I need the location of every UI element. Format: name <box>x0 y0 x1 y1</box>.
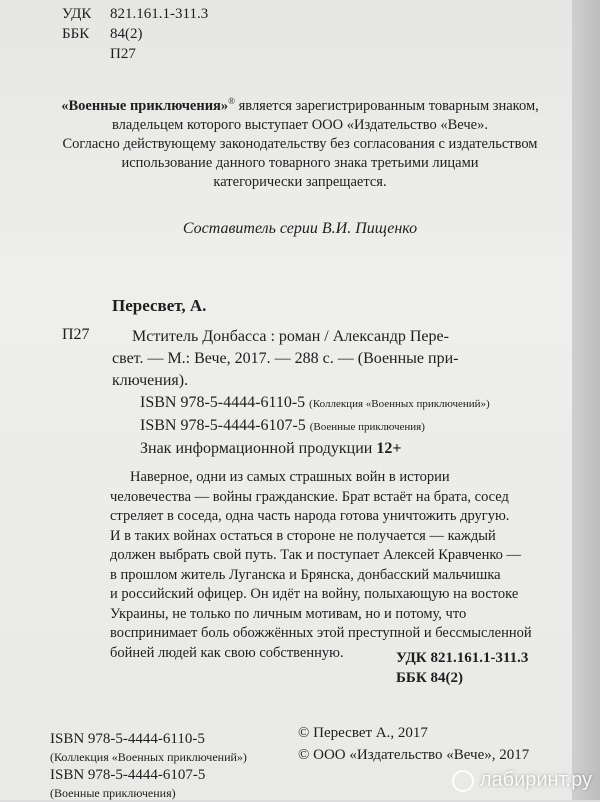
isbn-number: ISBN 978-5-4444-6107-5 <box>140 417 306 434</box>
trademark-line5: категорически запрещается. <box>213 173 387 190</box>
copyright-line: © Пересвет А., 2017 <box>298 725 428 741</box>
entry-description <box>112 326 552 392</box>
isbn-note: (Военные приключения) <box>309 421 425 433</box>
udk-value: 821.161.1-311.3 <box>110 6 209 22</box>
isbn-row <box>140 392 490 415</box>
udk-label: УДК <box>62 6 92 22</box>
entry-line2: свет. — М.: Вече, 2017. — 288 с. — (Военные при- <box>112 350 459 367</box>
trademark-line4: использование данного товарного знака третьими лицами <box>121 154 479 171</box>
bottom-isbn-number: ISBN 978-5-4444-6107-5 <box>50 767 206 783</box>
annotation-line: И в таких войнах остаться в стороне не получается — каждый <box>110 527 496 544</box>
info-sign-text: Знак информационной продукции <box>140 440 377 457</box>
bottom-isbn-number: ISBN 978-5-4444-6110-5 <box>50 731 205 747</box>
watermark <box>452 769 592 792</box>
show-through-decoration: ⠀ <box>230 3 254 36</box>
annotation-line: стреляет в соседа, одна часть народа готова уничтожить другую. <box>110 508 510 524</box>
entry-line1: Мститель Донбасса : роман / Александр Пере- <box>132 328 449 345</box>
bottom-isbn-note: (Военные приключения) <box>50 786 176 800</box>
age-rating: 12+ <box>376 440 402 457</box>
annotation-line: человечества — войны гражданские. Брат встаёт на брата, сосед <box>110 488 509 505</box>
annotation-line: и российский офицер. Он идёт на войну, полыхающую на востоке <box>110 586 519 602</box>
trademark-line1: является зарегистрированным товарным знаком, <box>235 97 539 114</box>
page-edge <box>572 0 600 800</box>
trademark-name: «Военные приключения» <box>61 97 229 114</box>
trademark-line3: Согласно действующему законодательству без согласования с издательством <box>62 135 538 152</box>
registered-mark: ® <box>228 96 235 106</box>
entry-line3: ключения). <box>112 372 189 389</box>
series-editor: Составитель серии В.И. Пищенко <box>182 220 418 237</box>
entry-author: Пересвет, А. <box>112 296 207 315</box>
header-code: П27 <box>110 46 136 62</box>
annotation-line: Наверное, одни из самых страшных войн в истории <box>130 469 450 485</box>
annotation-line: бойней людей как свою собственную. <box>110 644 344 661</box>
entry-code: П27 <box>62 326 90 343</box>
annotation-line: в прошлом житель Луганска и Брянска, донбасский мальчишка <box>110 566 501 583</box>
annotation-line: Украины, не только по личным мотивам, но и потому, что <box>110 605 467 622</box>
trademark-line2: владельцем которого выступает ООО «Издательство «Вече». <box>111 116 488 133</box>
isbn-note: (Коллекция «Военных приключений») <box>309 398 490 410</box>
copyright-block <box>298 722 529 766</box>
isbn-block <box>140 392 490 438</box>
bbk-value: 84(2) <box>110 26 143 42</box>
watermark-brand: лабиринт.ру <box>479 769 592 791</box>
bbk-label: ББК <box>62 26 90 42</box>
bottom-isbn-note: (Коллекция «Военных приключений») <box>50 750 247 764</box>
footer-bbk: ББК 84(2) <box>396 670 463 686</box>
trademark-notice <box>40 92 560 192</box>
footer-codes <box>396 648 528 688</box>
bbk-row <box>62 24 208 44</box>
header-code-row <box>62 44 208 64</box>
header-codes <box>62 4 208 64</box>
info-sign <box>140 440 401 458</box>
annotation <box>110 468 560 663</box>
labyrinth-logo-icon <box>452 770 474 792</box>
udk-row <box>62 4 208 24</box>
footer-udk: УДК 821.161.1-311.3 <box>396 650 529 666</box>
isbn-row <box>140 415 490 438</box>
annotation-line: воспринимает боль обожжённых этой преступной и бессмысленной <box>110 625 532 641</box>
isbn-number: ISBN 978-5-4444-6110-5 <box>140 394 306 411</box>
bottom-isbn-block <box>50 730 247 802</box>
annotation-line: должен выбрать свой путь. Так и поступает Алексей Кравченко — <box>110 547 522 563</box>
copyright-line: © ООО «Издательство «Вече», 2017 <box>298 747 530 763</box>
